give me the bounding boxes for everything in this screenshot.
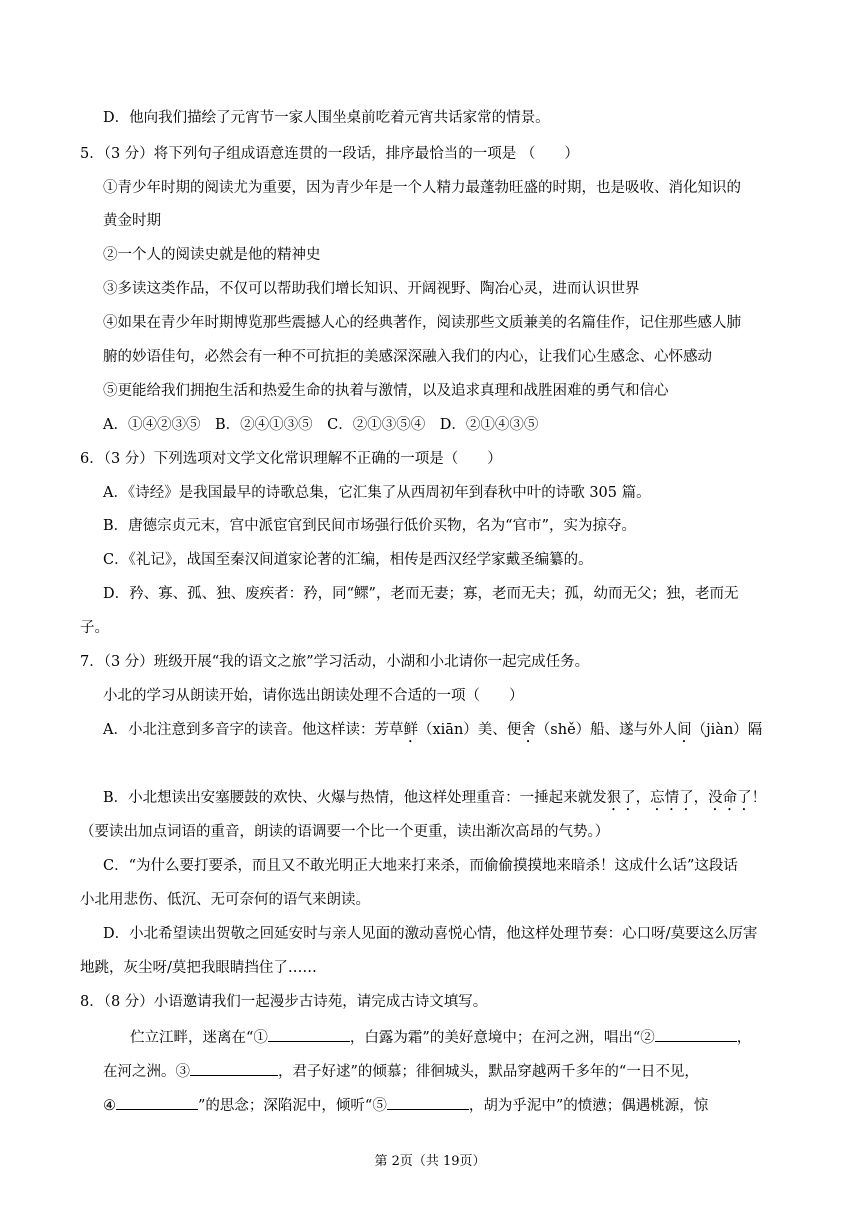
q7a-dotted-char-3: 间 bbox=[677, 722, 692, 738]
q7a-text-1: A．小北注意到多音字的读音。他这样读：芳草 bbox=[103, 722, 404, 738]
q7b-text-1: B．小北想读出安塞腰鼓的欢快、火爆与热情，他这样处理重音：一捶起来就发 bbox=[103, 790, 607, 806]
q7a-dotted-char-2: 舍 bbox=[521, 722, 536, 738]
q7a-text-4: （jiàn）隔 bbox=[691, 722, 763, 738]
q8-passage-line3 bbox=[103, 1094, 708, 1116]
q6-option-a: A．《诗经》是我国最早的诗歌总集，它汇集了从西周初年到春秋中叶的诗歌 305 篇。 bbox=[103, 485, 651, 501]
q7b-dotted-word-3: 没命了 bbox=[708, 790, 752, 806]
q7-option-d-line2: 地跳，灰尘呀/莫把我眼睛挡住了…… bbox=[80, 960, 317, 976]
q7a-dotted-char-1: 鲜 bbox=[403, 722, 418, 738]
q7-option-d-line1: D．小北希望读出贺敬之回延安时与亲人见面的激动喜悦心情，他这样处理节奏：心口呀/莫要这么厉害 bbox=[103, 926, 758, 942]
answer-blank-2[interactable] bbox=[655, 1026, 737, 1042]
answer-blank-1[interactable] bbox=[268, 1026, 350, 1042]
q7b-dotted-word-1: 狠了 bbox=[606, 790, 636, 806]
q8-l2-text-a: 在河之洲。③ bbox=[103, 1064, 190, 1080]
q7b-text-3: ， bbox=[693, 790, 709, 806]
q8-passage-line2 bbox=[103, 1060, 699, 1082]
q7a-text-3: （shě）船、遂与外人 bbox=[535, 722, 678, 738]
q7-option-c-line2: 小北用悲伤、低沉、无可奈何的语气来朗读。 bbox=[80, 892, 370, 908]
q5-sentence-5: ⑤更能给我们拥抱生活和热爱生命的执着与激情，以及追求真理和战胜困难的勇气和信心 bbox=[103, 383, 669, 399]
q8-l1-text-a: 伫立江畔，迷离在“① bbox=[130, 1030, 268, 1046]
q6-option-c: C．《礼记》，战国至秦汉间道家论著的汇编，相传是西汉经学家戴圣编纂的。 bbox=[103, 552, 593, 568]
q5-sentence-1b: 黄金时期 bbox=[103, 213, 161, 229]
q8-l1-text-b: ，白露为霜”的美好意境中；在河之洲，唱出“② bbox=[349, 1030, 655, 1046]
q5-sentence-1a: ①青少年时期的阅读尤为重要，因为青少年是一个人精力最蓬勃旺盛的时期，也是吸收、消化知识的 bbox=[103, 180, 741, 196]
q8-l1-text-c: ， bbox=[736, 1030, 752, 1046]
q6-option-d-line2: 子。 bbox=[80, 620, 109, 636]
q8-l3-text-b: ”的思念；深陷泥中，倾听“⑤ bbox=[198, 1098, 387, 1114]
q8-l2-text-b: ，君子好逑”的倾慕；徘徊城头，默品穿越两千多年的“一日不见， bbox=[278, 1064, 699, 1080]
q7-intro: 小北的学习从朗读开始，请你选出朗读处理不合适的一项（ ） bbox=[103, 688, 524, 704]
q7a-text-2: （xiān）美、便 bbox=[417, 722, 522, 738]
answer-blank-3[interactable] bbox=[190, 1060, 278, 1076]
page-footer: 第 2页（共 19页） bbox=[374, 1154, 486, 1169]
q7b-text-4: ！ bbox=[751, 790, 767, 806]
q5-sentence-3: ③多读这类作品，不仅可以帮助我们增长知识、开阔视野、陶冶心灵，进而认识世界 bbox=[103, 281, 640, 297]
q4-option-d: D．他向我们描绘了元宵节一家人围坐桌前吃着元宵共话家常的情景。 bbox=[103, 110, 550, 126]
q6-option-b: B．唐德宗贞元末，宫中派宦官到民间市场强行低价买物，名为“官市”，实为掠夺。 bbox=[103, 518, 636, 534]
q6-option-d-line1: D．矜、寡、孤、独、废疾者：矜，同“鳏”，老而无妻；寡，老而无夫；孤，幼而无父；独，老而无 bbox=[103, 586, 739, 602]
q7-stem: 7．（3 分）班级开展“我的语文之旅”学习活动，小湖和小北请你一起完成任务。 bbox=[80, 654, 590, 670]
q7-option-b bbox=[103, 788, 766, 814]
q5-sentence-2: ②一个人的阅读史就是他的精神史 bbox=[103, 247, 321, 263]
answer-blank-4[interactable] bbox=[116, 1094, 198, 1110]
q7b-dotted-word-2: 忘情了 bbox=[650, 790, 694, 806]
q5-stem: 5．（3 分）将下列句子组成语意连贯的一段话，排序最恰当的一项是 （ ） bbox=[80, 146, 579, 162]
q7-option-c-line1: C．“为什么要打要杀，而且又不敢光明正大地来打来杀，而偷偷摸摸地来暗杀！这成什么话”这段话 bbox=[103, 858, 738, 874]
q7-option-b-note: （要读出加点词语的重音，朗读的语调要一个比一个更重，读出渐次高昂的气势。） bbox=[80, 824, 610, 840]
q6-stem: 6．（3 分）下列选项对文学文化常识理解不正确的一项是（ ） bbox=[80, 451, 502, 467]
q5-options: A．①④②③⑤ B．②④①③⑤ C．②①③⑤④ D．②①④③⑤ bbox=[103, 417, 539, 433]
q7b-text-2: ， bbox=[635, 790, 651, 806]
q8-l3-text-a: ④ bbox=[103, 1098, 116, 1114]
q5-sentence-4a: ④如果在青少年时期博览那些震撼人心的经典著作，阅读那些文质兼美的名篇佳作，记住那些感人肺 bbox=[103, 315, 741, 331]
q8-passage-line1 bbox=[130, 1026, 751, 1048]
q8-l3-text-c: ，胡为乎泥中”的愤懑；偶遇桃源，惊 bbox=[468, 1098, 709, 1114]
q7-option-a bbox=[103, 720, 762, 746]
q5-sentence-4b: 腑的妙语佳句，必然会有一种不可抗拒的美感深深融入我们的内心，让我们心生感念、心怀感动 bbox=[103, 349, 712, 365]
answer-blank-5[interactable] bbox=[387, 1094, 469, 1110]
q8-stem: 8．（8 分）小语邀请我们一起漫步古诗苑，请完成古诗文填写。 bbox=[80, 994, 488, 1010]
